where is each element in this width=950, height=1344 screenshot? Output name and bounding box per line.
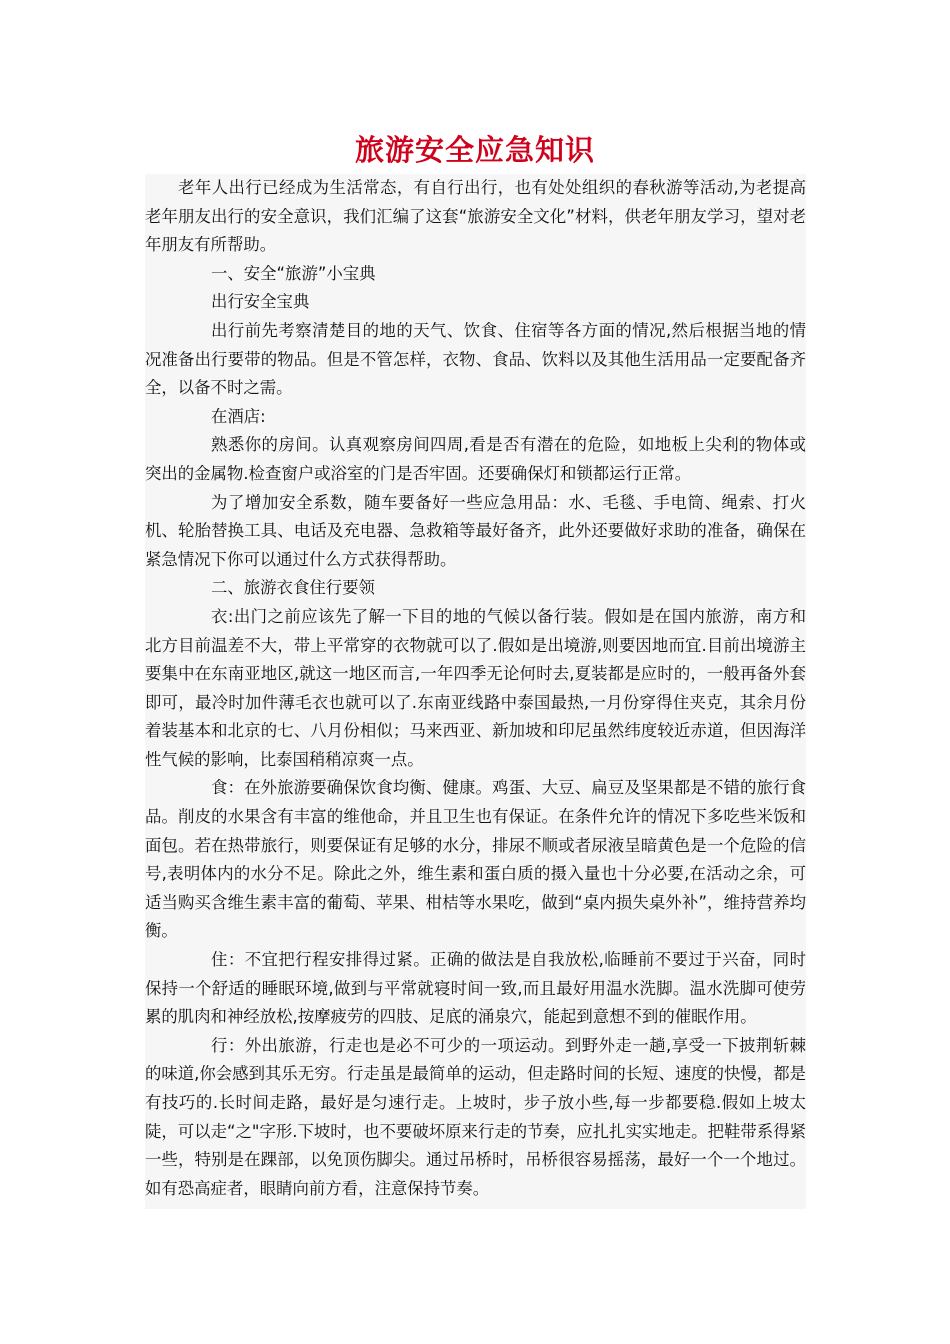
subheading-travel-safety: 出行安全宝典: [211, 292, 310, 312]
paragraph-preparation: 出行前先考察清楚目的地的天气、饮食、住宿等各方面的情况,然后根据当地的情况准备出行要带的物品。但是不管怎样，衣物、食品、饮料以及其他生活用品一定要配备齐全，以备不时之需。: [145, 320, 806, 398]
intro-paragraph: 老年人出行已经成为生活常态，有自行出行，也有处处组织的春秋游等活动,为老提高老年朋友出行的安全意识，我们汇编了这套“旅游安全文化”材料，供老年朋友学习，望对老年朋友有所帮助。: [145, 178, 806, 255]
paragraph-emergency-supplies: 为了增加安全系数，随车要备好一些应急用品：水、毛毯、手电筒、绳索、打火机、轮胎替换工具、电话及充电器、急救箱等最好备齐，此外还要做好求助的准备，确保在紧急情况下你可以通过什么方式获得帮助。: [145, 492, 806, 569]
section-heading-safety: 一、安全“旅游”小宝典: [211, 263, 376, 283]
section-heading-essentials: 二、旅游衣食住行要领: [211, 578, 375, 598]
paragraph-clothing: 衣:出门之前应该先了解一下目的地的气候以备行装。假如是在国内旅游，南方和北方目前温差不大，带上平常穿的衣物就可以了.假如是出境游,则要因地而宜.目前出境游主要集中在东南亚地区,就这一地区而言,一年四季无论何时去,夏装都是应时的，一般再备外套即可，最冷时加件薄毛衣也就可以了.东南亚线路中泰国最热,一月份穿得住夹克，其余月份着装基本和北京的七、八月份相似；马来西亚、新加坡和印尼虽然纬度较近赤道，但因海洋性气候的影响，比泰国稍稍凉爽一点。: [145, 606, 806, 769]
paragraph-food: 食：在外旅游要确保饮食均衡、健康。鸡蛋、大豆、扁豆及坚果都是不错的旅行食品。削皮的水果含有丰富的维他命，并且卫生也有保证。在条件允许的情况下多吃些米饭和面包。若在热带旅行，则要保证有足够的水分，排尿不顺或者尿液呈暗黄色是一个危险的信号,表明体内的水分不足。除此之外，维生素和蛋白质的摄入量也十分必要,在活动之余，可适当购买含维生素丰富的葡萄、苹果、柑桔等水果吃，做到“桌内损失桌外补”，维持营养均衡。: [145, 778, 806, 941]
subheading-hotel: 在酒店:: [211, 406, 266, 426]
document-body: [145, 174, 806, 1209]
document-title: 旅游安全应急知识: [354, 133, 595, 167]
paragraph-lodging: 住：不宜把行程安排得过紧。正确的做法是自我放松,临睡前不要过于兴奋，同时保持一个舒适的睡眠环境,做到与平常就寝时间一致,而且最好用温水洗脚。温水洗脚可使劳累的肌肉和神经放松,按摩疲劳的四肢、足底的涌泉穴，能起到意想不到的催眠作用。: [145, 950, 806, 1027]
paragraph-walking: 行：外出旅游，行走也是必不可少的一项运动。到野外走一趟,享受一下披荆斩棘的味道,你会感到其乐无穷。行走虽是最简单的运动，但走路时间的长短、速度的快慢，都是有技巧的.长时间走路，最好是匀速行走。上坡时，步子放小些,每一步都要稳.假如上坡太陡，可以走“之"字形.下坡时，也不要破坏原来行走的节奏，应扎扎实实地走。把鞋带系得紧一些，特别是在踝部，以免顶伤脚尖。通过吊桥时，吊桥很容易摇荡，最好一个一个地过。如有恐高症者，眼睛向前方看，注意保持节奏。: [145, 1035, 806, 1198]
paragraph-hotel-room: 熟悉你的房间。认真观察房间四周,看是否有潜在的危险，如地板上尖利的物体或突出的金属物.检查窗户或浴室的门是否牢固。还要确保灯和锁都运行正常。: [145, 435, 806, 483]
